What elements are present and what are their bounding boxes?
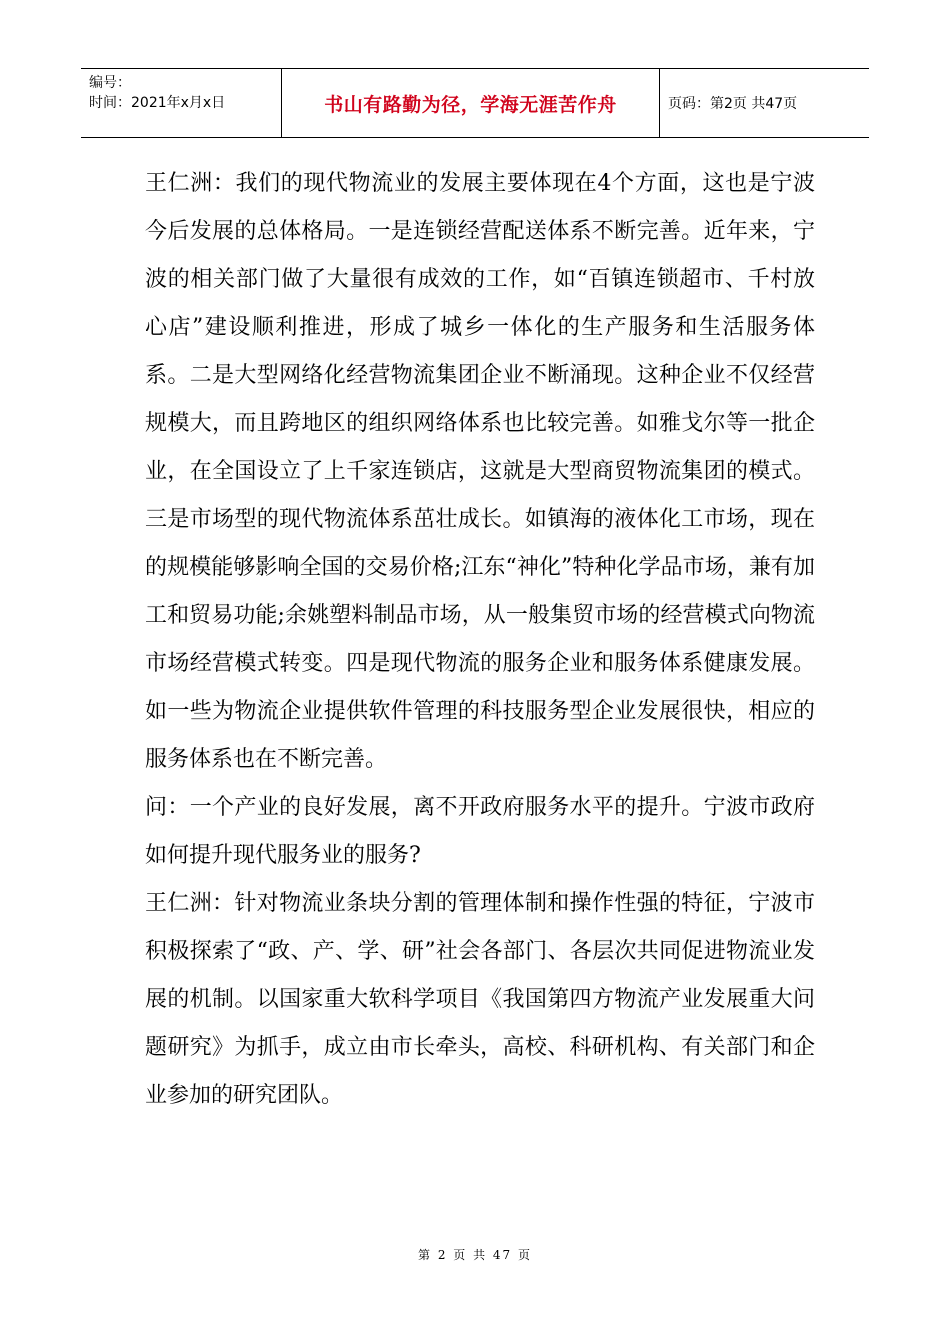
paragraph: 问：一个产业的良好发展，离不开政府服务水平的提升。宁波市政府如何提升现代服务业的服务? [145,795,815,868]
header-page-info: 页码：第2页 共47页 [668,96,798,112]
paragraph: 王仁洲：针对物流业条块分割的管理体制和操作性强的特征，宁波市积极探索了“政、产、学、研”社会各部门、各层次共同促进物流业发展的机制。以国家重大软科学项目《我国第四方物流产业发展重大问题研究》为抓手，成立由市长牵头，高校、科研机构、有关部门和企业参加的研究团队。 [145,891,815,1108]
document-body [145,160,815,1120]
page-header [81,68,869,138]
header-motto: 书山有路勤为径，学海无涯苦作舟 [282,69,660,137]
header-meta [81,69,282,137]
date-label: 时间：2021年x月x日 [89,95,226,111]
paragraph: 王仁洲：我们的现代物流业的发展主要体现在4个方面，这也是宁波今后发展的总体格局。一是连锁经营配送体系不断完善。近年来，宁波的相关部门做了大量很有成效的工作，如“百镇连锁超市、千村放心店”建设顺利推进，形成了城乡一体化的生产服务和生活服务体系。二是大型网络化经营物流集团企业不断涌现。这种企业不仅经营规模大，而且跨地区的组织网络体系也比较完善。如雅戈尔等一批企业，在全国设立了上千家连锁店，这就是大型商贸物流集团的模式。三是市场型的现代物流体系茁壮成长。如镇海的液体化工市场，现在的规模能够影响全国的交易价格;江东“神化”特种化学品市场，兼有加工和贸易功能;余姚塑料制品市场，从一般集贸市场的经营模式向物流市场经营模式转变。四是现代物流的服务企业和服务体系健康发展。如一些为物流企业提供软件管理的科技服务型企业发展很快，相应的服务体系也在不断完善。 [145,171,815,772]
number-label: 编号： [89,75,131,91]
page-footer: 第 2 页 共 47 页 [418,1248,532,1262]
